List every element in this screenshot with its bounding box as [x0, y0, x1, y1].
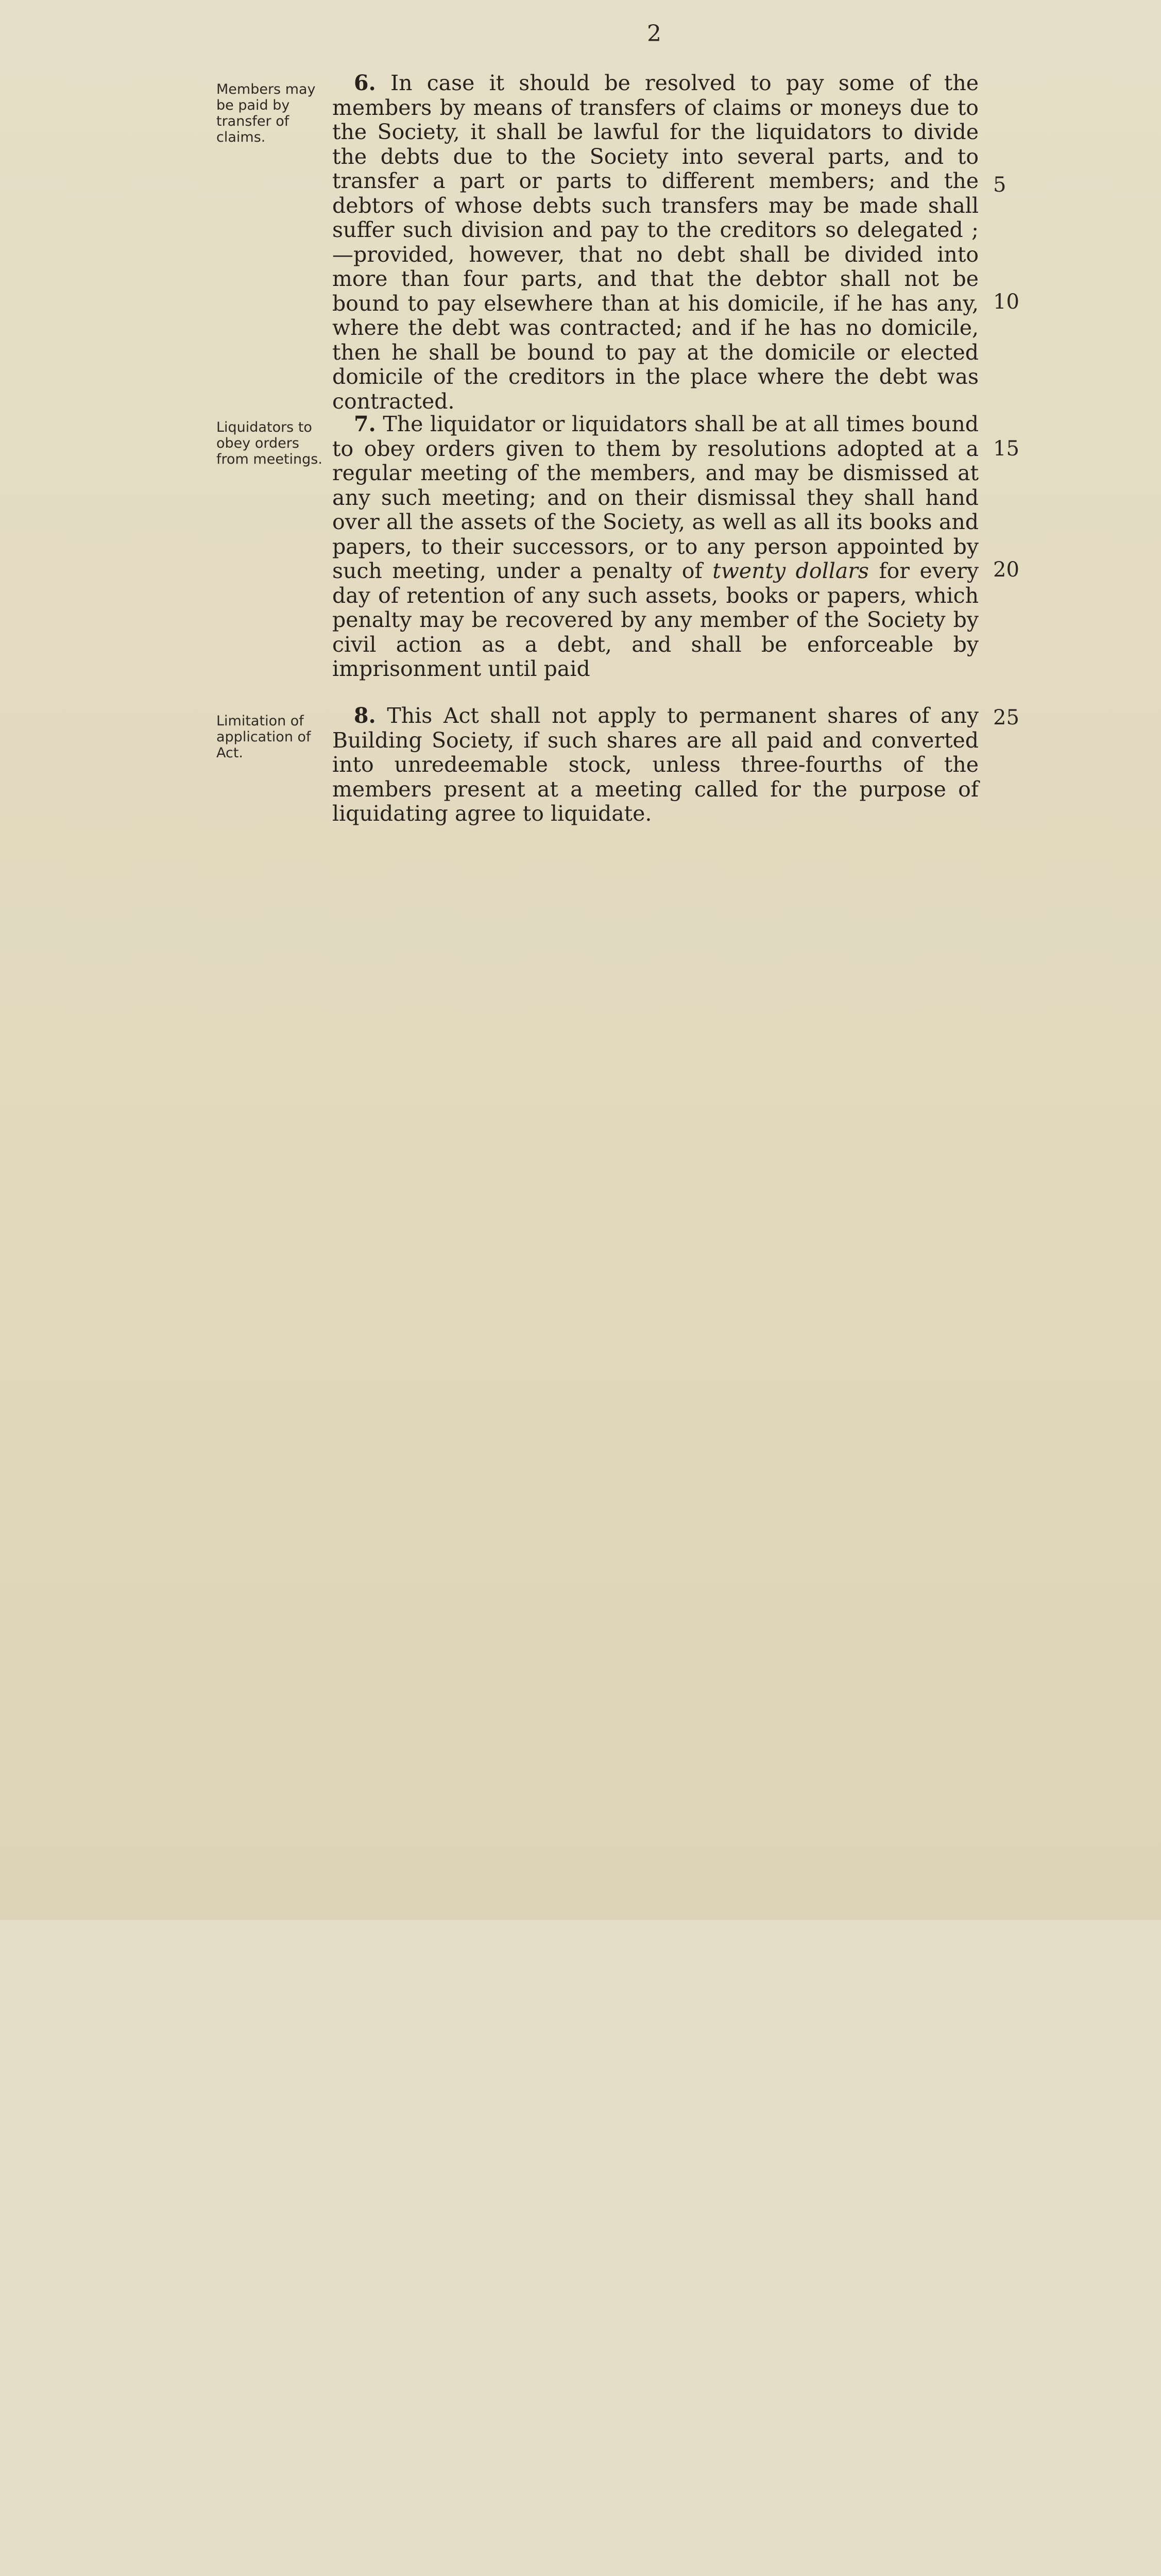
margin-note-clause-8: Limitation of application of Act. — [216, 713, 311, 761]
line-number-20: 20 — [993, 558, 1019, 582]
clause-7 — [332, 412, 979, 682]
clause-8 — [332, 704, 979, 826]
clause-8-text: This Act shall not apply to permanent shares of any Building Society, if such shares are all paid and converted into unredeemable stock, unless three-fourths of the members present at a meeting called for the purpose of liquidating agree to liquidate. — [332, 703, 979, 826]
line-number-10: 10 — [993, 290, 1019, 314]
line-number-15: 15 — [993, 437, 1019, 461]
clause-7-text-start: The liquidator or liquidators shall be at all times bound to obey orders given to them by resolutions adopted at a regular meeting of the members, and may be dismissed at any such meeting; and on their dismissal they shall hand over all the assets of the Society, as well as all its books and papers, to their successors, or to any person appointed by such meeting, under a penalty of — [332, 412, 979, 583]
clause-6-number: 6. — [354, 71, 376, 95]
clause-7-text-end: for every day of retention of any such assets, books or papers, which penalty may be recovered by any member of the Society by civil action as a debt, and shall be enforceable by imprisonment until paid — [332, 558, 979, 681]
page-number: 2 — [647, 21, 661, 47]
margin-note-clause-6: Members may be paid by transfer of claims. — [216, 81, 316, 145]
clause-6 — [332, 71, 979, 414]
clause-7-number: 7. — [354, 412, 376, 436]
line-number-5: 5 — [993, 173, 1006, 197]
clause-8-number: 8. — [354, 703, 376, 728]
clause-6-text: In case it should be resolved to pay some of the members by means of transfers of claims or moneys due to the Society, it shall be lawful for the liquidators to divide the debts due to the Society into several parts, and to transfer a part or parts to different members; and the debtors of whose debts such transfers may be made shall suffer such division and pay to the creditors so delegated ;—provided, however, that no debt shall be divided into more than four parts, and that the debtor shall not be bound to pay elsewhere than at his domicile, if he has any, where the debt was contracted; and if he has no domicile, then he shall be bound to pay at the domicile or elected domicile of the creditors in the place where the debt was contracted. — [332, 71, 979, 414]
clause-7-penalty-amount: twenty dollars — [712, 558, 869, 583]
margin-note-clause-7: Liquidators to obey orders from meetings. — [216, 419, 322, 467]
line-number-25: 25 — [993, 706, 1019, 730]
